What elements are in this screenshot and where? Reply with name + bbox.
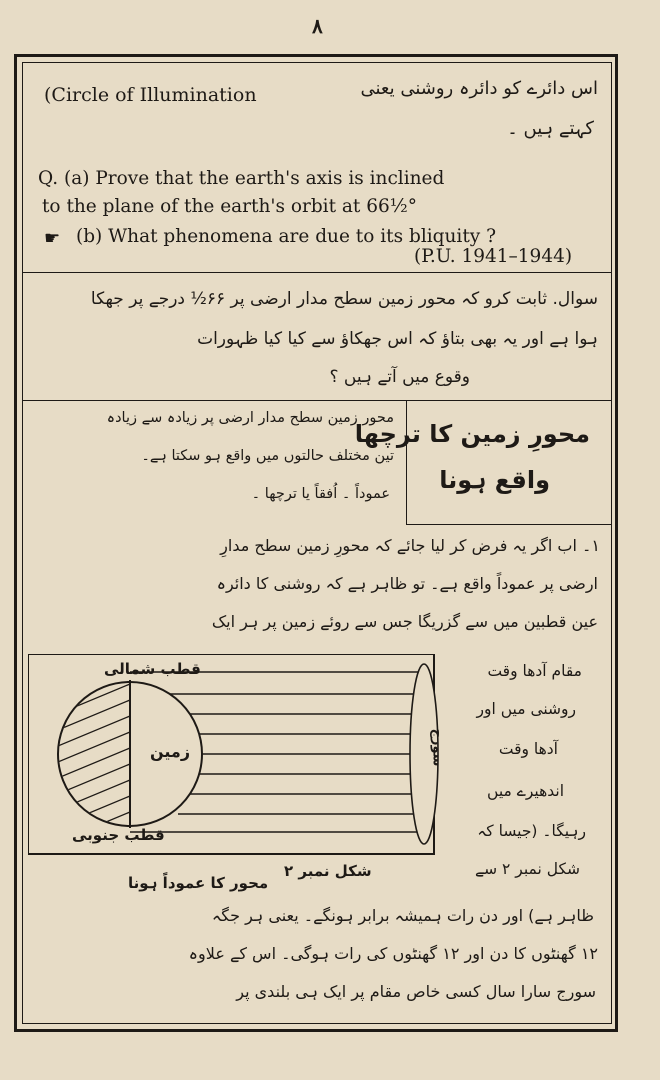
- divider-2: [22, 400, 612, 401]
- para2-line-3: سورج سارا سال کسی خاص مقام پر ایک ہی بلندی پر: [236, 982, 596, 1001]
- intro-english: (Circle of Illumination: [44, 84, 257, 106]
- intro-urdu: اس دائرے کو دائرہ روشنی یعنی: [360, 78, 598, 99]
- heading-box-bottom: [406, 524, 612, 525]
- sun-label: سورج: [429, 728, 445, 767]
- section-text-2: تین مختلف حالتوں میں واقع ہو سکتا ہے۔: [141, 448, 394, 464]
- section-heading-1: محورِ زمین کا ترچھا: [354, 420, 590, 448]
- side-text-2: روشنی میں اور: [476, 700, 576, 718]
- urdu-question-line-3: وقوع میں آتے ہیں ؟: [329, 367, 470, 387]
- side-text-3: آدھا وقت: [498, 740, 558, 758]
- urdu-question-line-2: ہوا ہے اور یہ بھی بتاؤ کہ اس جھکاؤ سے کیا کیا ظہورات: [197, 329, 598, 349]
- side-text-1: مقام آدھا وقت: [487, 662, 582, 680]
- para1-line-1: ۱۔ اب اگر یہ فرض کر لیا جائے کہ محورِ زمین سطح مدارِ: [220, 536, 600, 555]
- section-text-1: محور زمین سطح مدار ارضی پر زیادہ سے زیادہ: [106, 410, 394, 426]
- north-pole-label: قطب شمالی: [104, 660, 201, 678]
- para2-line-1: ظاہر ہے) اور دن رات ہمیشہ برابر ہونگے۔ یعنی ہر جگہ: [211, 906, 594, 925]
- south-pole-label: قطب جنوبی: [72, 826, 165, 844]
- heading-box-left: [406, 400, 407, 524]
- figure-caption: محور کا عموداً ہونا: [128, 874, 269, 892]
- page-number: ۸: [312, 14, 323, 38]
- para1-line-3: عین قطبین میں سے گزریگا جس سے روئے زمین پر ہر ایک: [211, 612, 598, 631]
- figure-number: شکل نمبر ۲: [284, 862, 372, 880]
- intro-urdu-2: کہتے ہیں ۔: [507, 118, 594, 139]
- divider-1: [22, 272, 612, 273]
- question-a-cont: to the plane of the earth's orbit at 66½°: [42, 196, 417, 217]
- pointing-hand-icon: ☛: [44, 228, 61, 249]
- section-heading-2: واقع ہونا: [439, 466, 550, 494]
- question-reference: (P.U. 1941–1944): [414, 246, 573, 267]
- section-text-3: عموداً ۔ اُفقاً یا ترچھا ۔: [251, 486, 390, 502]
- earth-label: زمین: [150, 742, 191, 761]
- side-text-5: رہیگا۔ (جیسا کہ: [477, 822, 586, 840]
- para1-line-2: ارضی پر عموداً واقع ہے۔ تو ظاہر ہے کہ روشنی کا دائرہ: [216, 574, 598, 593]
- side-text-6: شکل نمبر ۲ سے: [475, 860, 580, 878]
- side-text-4: اندھیرے میں: [487, 782, 564, 800]
- question-a: Q. (a) Prove that the earth's axis is inclined: [38, 168, 445, 189]
- urdu-question-line-1: سوال. ثابت کرو کہ محور زمین سطح مدار ارضی پر ۶۶½ درجے پر جھکا: [90, 289, 598, 309]
- para2-line-2: ۱۲ گھنٹوں کا دن اور ۱۲ گھنٹوں کی رات ہوگی۔ اس کے علاوہ: [188, 944, 598, 963]
- question-b: (b) What phenomena are due to its bliquity ?: [76, 226, 497, 247]
